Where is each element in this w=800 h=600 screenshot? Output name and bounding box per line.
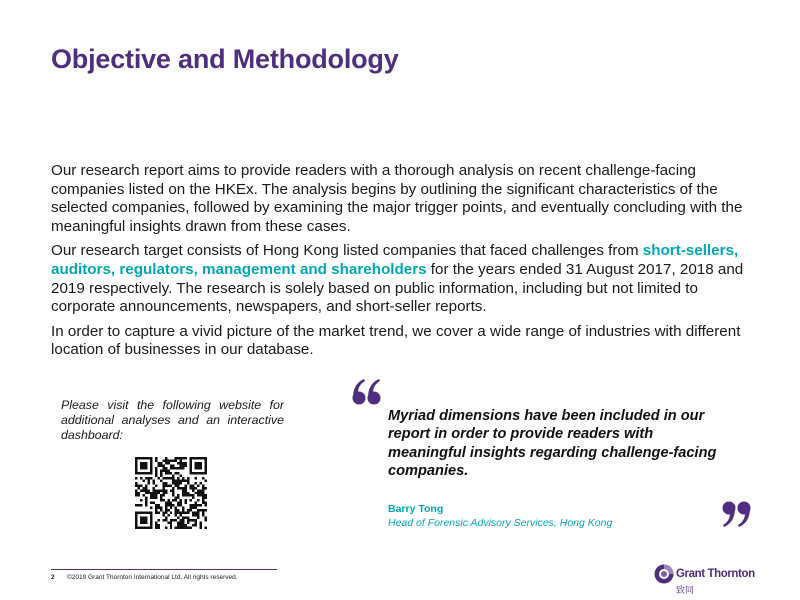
footer-divider	[51, 569, 277, 570]
quote-text: Myriad dimensions have been included in our report in order to provide readers with meaningful insights regarding challenge-facing companies.	[388, 408, 717, 480]
qr-code[interactable]	[135, 457, 207, 529]
paragraph-target-start: Our research target consists of Hong Kong listed companies that faced challenges from	[51, 242, 643, 260]
quote-author-role: Head of Forensic Advisory Services, Hong Kong	[388, 517, 613, 529]
page-title: Objective and Methodology	[51, 44, 399, 74]
highlight-challenge-sources: short-sellers, auditors, regulators, management and shareholders	[51, 242, 739, 278]
logo-chinese-name: 致同	[676, 585, 695, 595]
page-number: 2	[51, 574, 55, 581]
website-note: Please visit the following website for additional analyses and an interactive dashboard:	[61, 398, 284, 442]
open-quote-icon	[352, 378, 382, 406]
copyright-notice: ©2019 Grant Thornton International Ltd. All rights reserved.	[67, 574, 238, 581]
body-text	[51, 162, 763, 366]
paragraph-coverage: In order to capture a vivid picture of the market trend, we cover a wide range of industries with different location of businesses in our database.	[51, 322, 741, 359]
paragraph-target	[51, 242, 763, 316]
paragraph-objective: Our research report aims to provide readers with a thorough analysis on recent challenge-facing companies listed on the HKEx. The analysis begins by outlining the significant characteristics of the selected companies, followed by examining the major trigger points, and eventually concluding with the meaningful insights drawn from these cases.	[51, 162, 743, 235]
logo-name: Grant Thornton	[676, 568, 755, 580]
paragraph-target-end: for the years ended 31 August 2017, 2018 and 2019 respectively. The research is solely based on public information, including but not limited to corporate announcements, newspapers, and short-seller reports.	[51, 260, 744, 316]
close-quote-icon	[721, 500, 751, 528]
grant-thornton-logo	[654, 562, 754, 594]
quote-author: Barry Tong	[388, 503, 444, 515]
grant-thornton-mark-icon	[654, 564, 674, 584]
